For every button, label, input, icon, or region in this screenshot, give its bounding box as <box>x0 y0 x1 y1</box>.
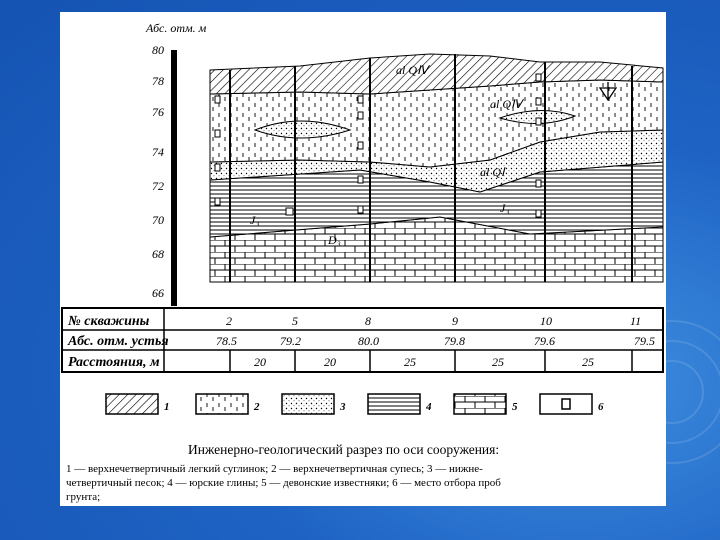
sample-marker <box>215 96 220 103</box>
sample-marker <box>215 164 220 171</box>
sample-marker <box>215 198 220 205</box>
collar-elevation: 79.2 <box>280 334 301 348</box>
section-layers <box>210 54 663 282</box>
well-number: 2 <box>226 314 232 328</box>
legend-label: 6 <box>598 401 604 413</box>
sample-marker <box>215 130 220 137</box>
axis-scale-bar <box>171 50 177 306</box>
legend-label: 1 <box>164 401 170 413</box>
geology-label: al QⅣ <box>396 63 429 77</box>
sample-marker <box>358 206 363 213</box>
legend-label: 5 <box>512 401 518 413</box>
collar-elevation: 79.6 <box>534 334 555 348</box>
distance-value: 25 <box>492 355 504 369</box>
sample-marker <box>536 74 541 81</box>
geology-label: al QⅣ <box>490 97 523 111</box>
sample-marker <box>358 142 363 149</box>
well-number: 8 <box>365 314 371 328</box>
distance-value: 25 <box>404 355 416 369</box>
collar-elevation: 80.0 <box>358 334 379 348</box>
legend-label: 2 <box>254 401 260 413</box>
row-label-distances: Расстояния, м <box>68 355 160 370</box>
axis-tick-label: 76 <box>152 105 164 119</box>
distance-value: 20 <box>324 355 336 369</box>
axis-tick-label: 74 <box>152 145 164 159</box>
axis-tick-label: 80 <box>152 43 164 57</box>
geology-label: al QⅠ <box>480 165 505 179</box>
distance-value: 25 <box>582 355 594 369</box>
borehole-table <box>62 308 663 372</box>
axis-tick-label: 68 <box>152 247 164 261</box>
distance-value: 20 <box>254 355 266 369</box>
geology-label: J₃ <box>500 201 510 215</box>
sample-marker <box>358 112 363 119</box>
sample-marker <box>358 176 363 183</box>
legend-label: 3 <box>340 401 346 413</box>
figure-caption-line: четвертичный песок; 4 — юрские глины; 5 — девонские известняки; 6 — место отбора проб <box>66 477 501 489</box>
axis-tick-label: 70 <box>152 213 164 227</box>
legend-swatch-limestone <box>454 394 506 414</box>
geology-label: D₃ <box>328 233 341 247</box>
figure-caption-line: грунта; <box>66 491 101 503</box>
axis-tick-label: 66 <box>152 286 164 300</box>
row-label-collar-elevation: Абс. отм. устья <box>68 334 169 349</box>
figure-caption-title: Инженерно-геологический разрез по оси сооружения: <box>188 442 500 457</box>
legend-swatch-sandy-loam <box>196 394 248 414</box>
sample-marker <box>536 180 541 187</box>
sample-marker-icon <box>562 399 570 409</box>
well-number: 5 <box>292 314 298 328</box>
well-number: 9 <box>452 314 458 328</box>
legend-swatch-light-loam <box>106 394 158 414</box>
figure-caption-line: 1 — верхнечетвертичный легкий суглинок; 2 — верхнечетвертичная супесь; 3 — нижне- <box>66 463 483 475</box>
row-label-well-number: № скважины <box>68 314 150 329</box>
well-number: 11 <box>630 314 642 328</box>
legend-label: 4 <box>426 401 432 413</box>
axis-tick-label: 72 <box>152 179 164 193</box>
geology-label: J₃ <box>250 213 260 227</box>
geological-section-figure <box>60 12 666 506</box>
legend-swatch-sand <box>282 394 334 414</box>
well-number: 10 <box>540 314 552 328</box>
legend-swatch-clay <box>368 394 420 414</box>
sample-marker <box>536 98 541 105</box>
sample-marker <box>536 210 541 217</box>
axis-title: Абс. отм. м <box>146 21 207 35</box>
axis-ticks <box>152 43 164 300</box>
legend <box>106 394 604 414</box>
collar-elevation: 79.5 <box>634 334 655 348</box>
sample-marker <box>358 96 363 103</box>
collar-elevation: 78.5 <box>216 334 237 348</box>
axis-tick-label: 78 <box>152 74 164 88</box>
sample-marker <box>286 208 293 215</box>
collar-elevation: 79.8 <box>444 334 465 348</box>
sample-marker <box>536 118 541 125</box>
slide-canvas <box>60 12 666 506</box>
